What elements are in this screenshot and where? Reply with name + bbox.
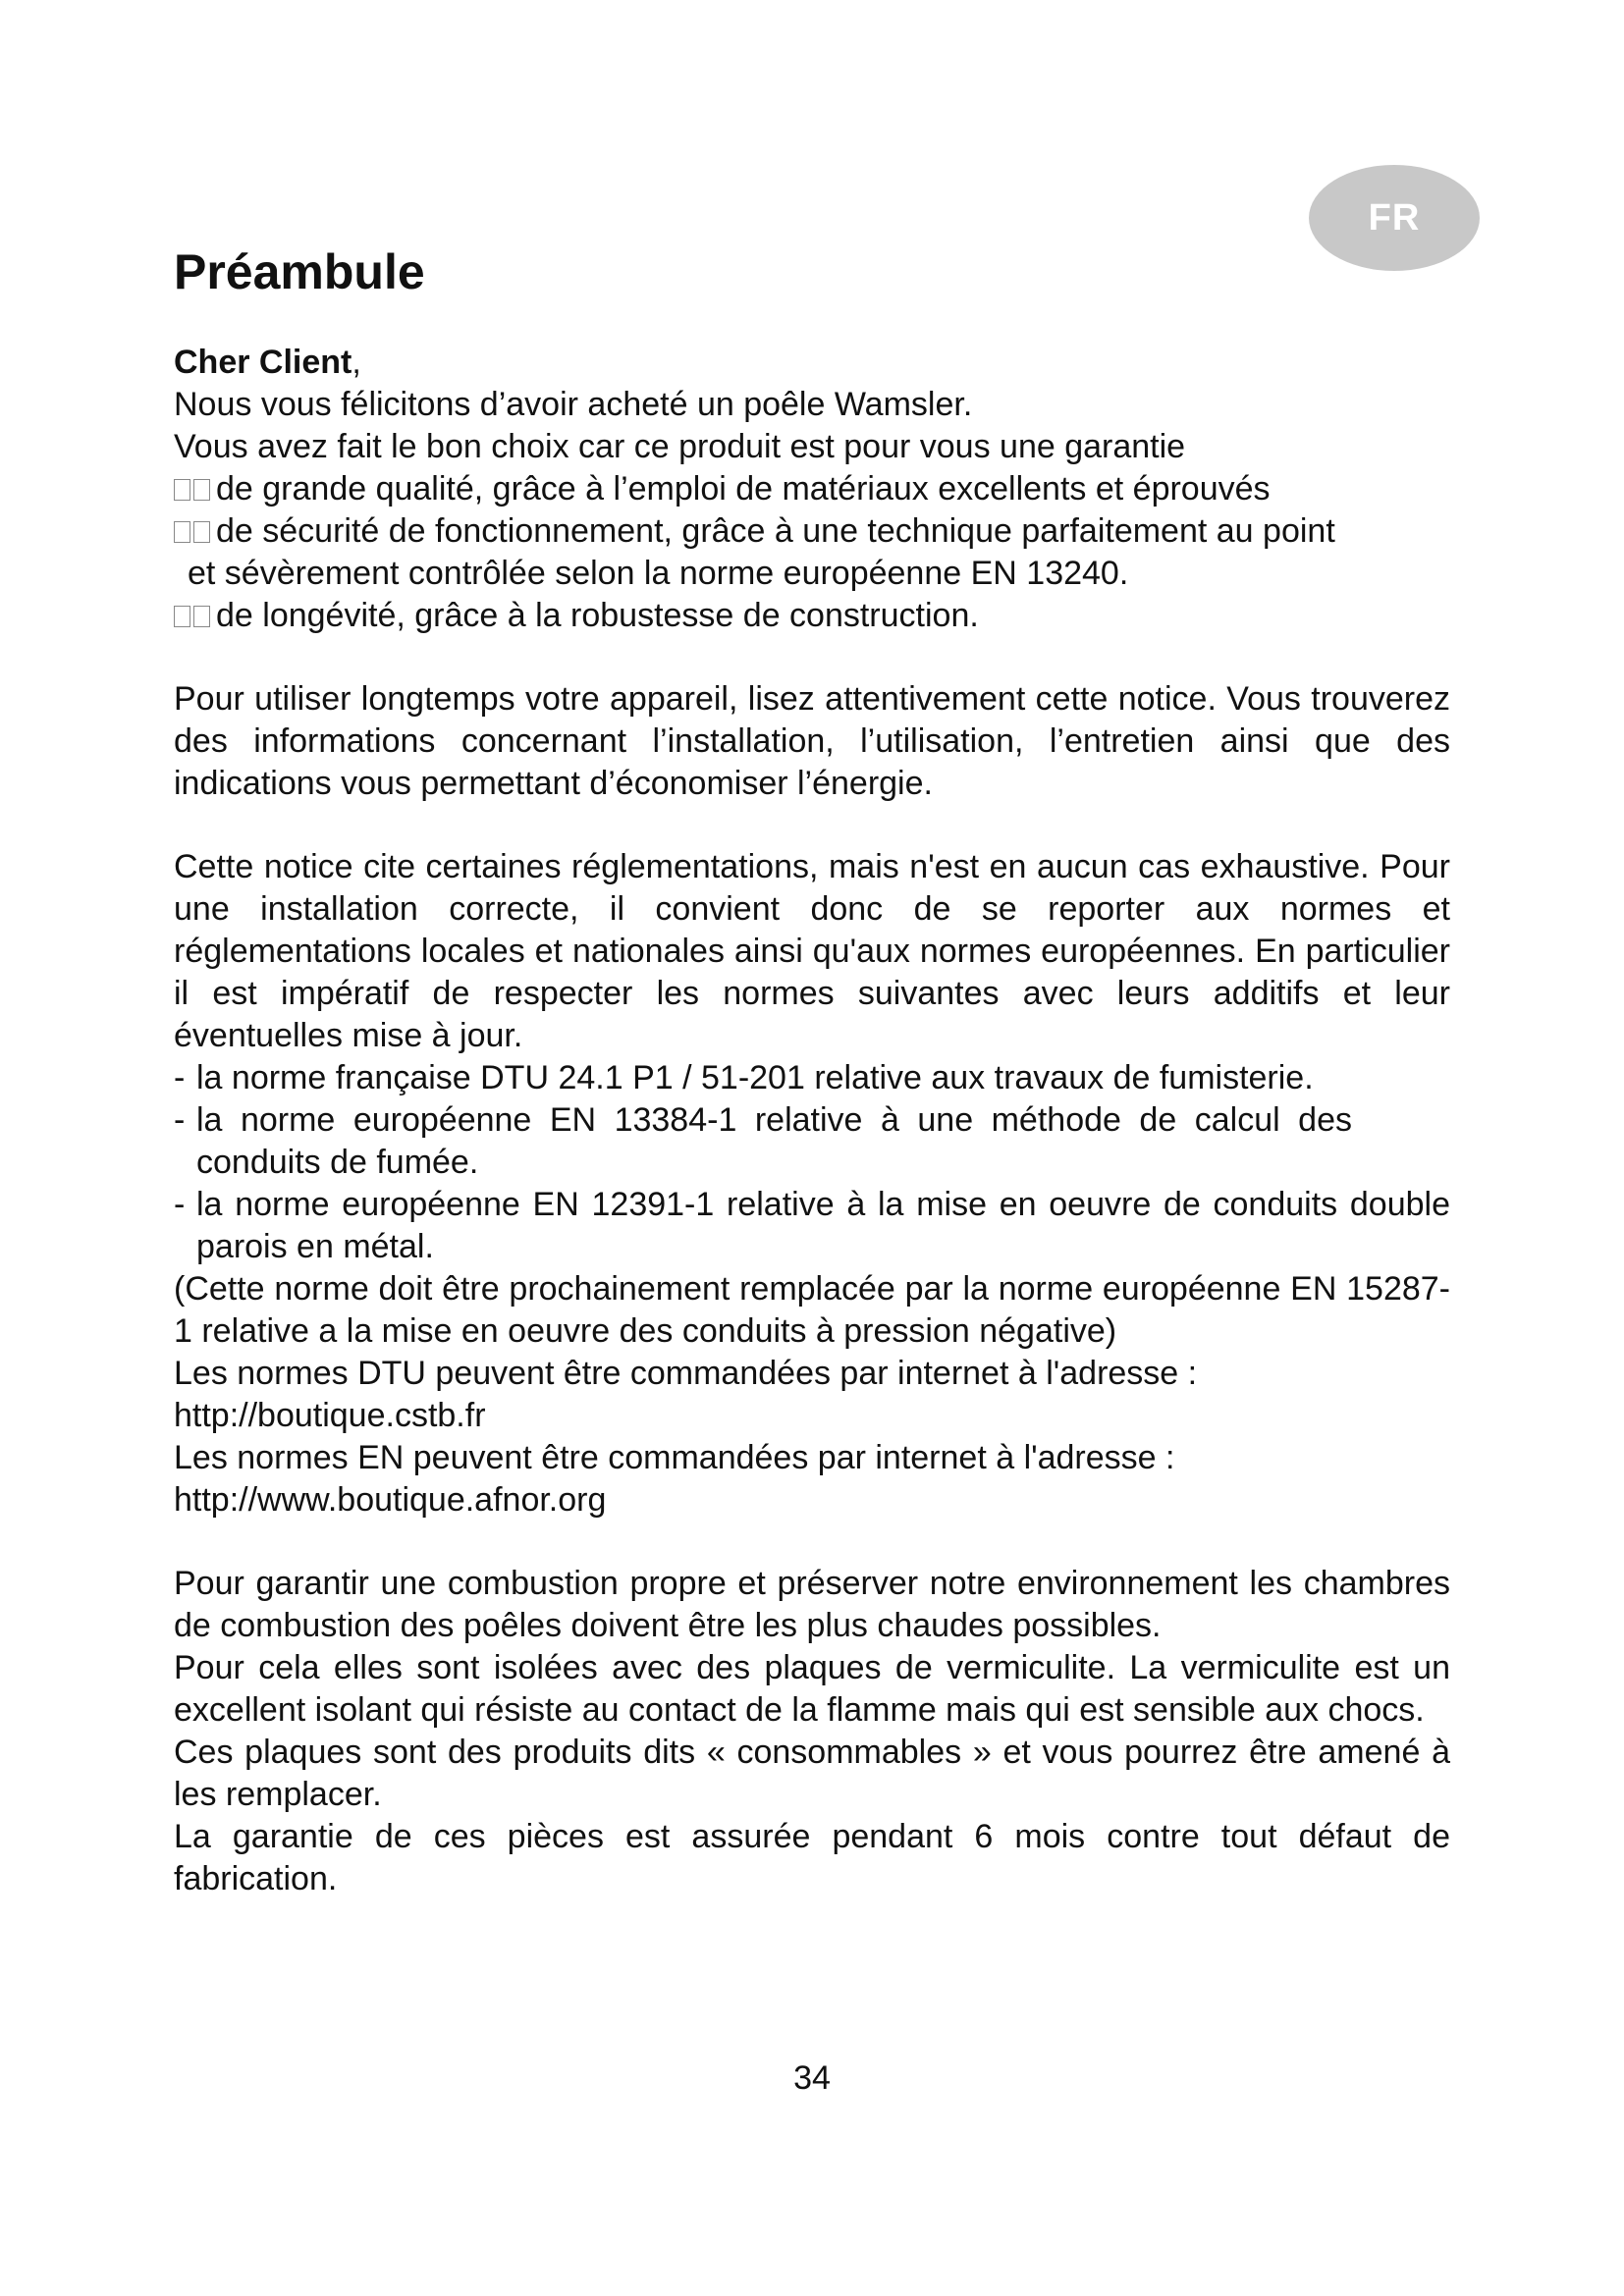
intro-line: Nous vous félicitons d’avoir acheté un poêle Wamsler. xyxy=(174,386,973,423)
bullet-continuation: et sévèrement contrôlée selon la norme européenne EN 13240. xyxy=(188,555,1129,592)
bullet-item xyxy=(174,510,1450,553)
bullet-text: de grande qualité, grâce à l’emploi de matériaux excellents et éprouvés xyxy=(216,470,1271,507)
bullet-text: de longévité, grâce à la robustesse de construction. xyxy=(216,597,979,634)
dtu-url: http://boutique.cstb.fr xyxy=(174,1397,486,1434)
document-body xyxy=(174,342,1450,1900)
vermiculite-paragraph: Pour cela elles sont isolées avec des plaques de vermiculite. La vermiculite est un excellent isolant qui résiste au contact de la flamme mais qui est sensible aux chocs. xyxy=(174,1649,1450,1729)
language-badge xyxy=(1309,165,1480,271)
en-order-text: Les normes EN peuvent être commandées par internet à l'adresse : xyxy=(174,1439,1175,1476)
norm-text: la norme européenne EN 12391-1 relative à la mise en oeuvre de conduits double parois en métal. xyxy=(196,1186,1450,1265)
norm-item: - la norme européenne EN 13384-1 relative à une méthode de calcul des conduits de fumée. xyxy=(174,1099,1450,1184)
checkbox-glyph-icon xyxy=(193,606,210,627)
en-url: http://www.boutique.afnor.org xyxy=(174,1481,607,1519)
greeting-punct: , xyxy=(352,344,361,381)
norm-text: la norme européenne EN 13384-1 relative à une méthode de calcul des conduits de fumée. xyxy=(196,1101,1352,1181)
dtu-order-text: Les normes DTU peuvent être commandées par internet à l'adresse : xyxy=(174,1355,1198,1392)
checkbox-glyph-icon xyxy=(174,606,190,627)
greeting xyxy=(174,342,1450,384)
checkbox-glyph-icon xyxy=(193,479,210,501)
checkbox-glyph-icon xyxy=(174,521,190,543)
checkbox-glyph-icon xyxy=(193,521,210,543)
usage-paragraph: Pour utiliser longtemps votre appareil, lisez attentivement cette notice. Vous trouverez des informations concernant l’installation, l’utilisation, l’entretien ainsi que des indications vous permettant d’économiser l’énergie. xyxy=(174,680,1450,802)
norm-note: (Cette norme doit être prochainement remplacée par la norme européenne EN 15287-1 relative a la mise en oeuvre des conduits à pression négative) xyxy=(174,1270,1450,1350)
intro-line: Vous avez fait le bon choix car ce produit est pour vous une garantie xyxy=(174,428,1186,465)
checkbox-glyph-icon xyxy=(174,479,190,501)
bullet-item xyxy=(174,595,1450,637)
page-number: 34 xyxy=(793,2059,831,2097)
norm-item: - la norme française DTU 24.1 P1 / 51-201 relative aux travaux de fumisterie. xyxy=(174,1057,1450,1099)
greeting-name: Cher Client xyxy=(174,344,352,381)
warranty-paragraph: La garantie de ces pièces est assurée pendant 6 mois contre tout défaut de fabrication. xyxy=(174,1818,1450,1897)
bullet-text: de sécurité de fonctionnement, grâce à une technique parfaitement au point xyxy=(216,512,1335,550)
bullet-item xyxy=(174,468,1450,510)
combustion-paragraph: Pour garantir une combustion propre et préserver notre environnement les chambres de combustion des poêles doivent être les plus chaudes possibles. xyxy=(174,1565,1450,1644)
consumables-paragraph: Ces plaques sont des produits dits « consommables » et vous pourrez être amené à les remplacer. xyxy=(174,1734,1450,1813)
norm-text: la norme française DTU 24.1 P1 / 51-201 relative aux travaux de fumisterie. xyxy=(196,1059,1314,1096)
language-code: FR xyxy=(1368,196,1421,239)
page-title: Préambule xyxy=(174,244,425,299)
norms-paragraph: Cette notice cite certaines réglementations, mais n'est en aucun cas exhaustive. Pour une installation correcte, il convient donc de se reporter aux normes et réglementations locales et nationales ainsi qu'aux normes européennes. En particulier il est impératif de respecter les normes suivantes avec leurs additifs et leur éventuelles mise à jour. xyxy=(174,848,1450,1054)
norm-item: - la norme européenne EN 12391-1 relative à la mise en oeuvre de conduits double parois en métal. xyxy=(174,1184,1450,1268)
